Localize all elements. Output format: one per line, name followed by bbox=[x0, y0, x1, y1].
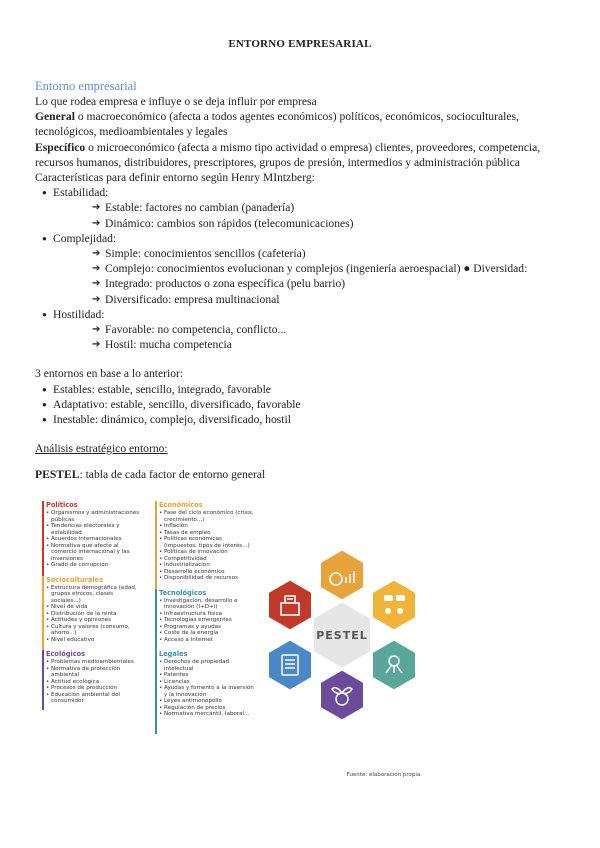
list-item: ➔ Estable: factores no cambian (panadería) bbox=[105, 200, 565, 215]
list-item: • Programas y ayudas bbox=[164, 624, 255, 631]
list-item: ● Estables: estable, sencillo, integrado, favorable bbox=[53, 382, 565, 397]
general-paragraph bbox=[35, 109, 565, 139]
list-item: • Políticas de innovación bbox=[164, 549, 255, 556]
list-item bbox=[53, 231, 565, 307]
list-item: • Procesos de producción bbox=[51, 685, 142, 692]
list-item: ● Inestable: dinámico, complejo, diversificado, hostil bbox=[53, 412, 565, 427]
list-item bbox=[53, 185, 565, 231]
pestel-label: PESTEL bbox=[35, 468, 80, 482]
list-item: • Regulación de precios bbox=[164, 705, 255, 712]
sub-list bbox=[53, 322, 565, 352]
list-item: ➔ Complejo: conocimientos evolucionan y complejos (ingeniería aeroespacial) ● Diversidad: bbox=[105, 261, 565, 276]
list-item: • Patentes bbox=[164, 672, 255, 679]
list-item: • Competitividad bbox=[164, 556, 255, 563]
list-item: ➔ Integrado: productos o zona específica (pelu barrio) bbox=[105, 276, 565, 291]
category-list bbox=[46, 659, 142, 705]
pestel-paragraph bbox=[35, 467, 565, 482]
category-politicos bbox=[42, 501, 142, 569]
pestel-text: : tabla de cada factor de entorno general bbox=[79, 468, 266, 482]
economicos-hexagon bbox=[320, 549, 365, 601]
caracteristicas-text: Características para definir entorno según Henry MIntzberg: bbox=[35, 171, 315, 185]
category-title: Políticos bbox=[46, 501, 78, 509]
list-item: • Políticas económicas (impuestos, tipos de interés...) bbox=[164, 536, 255, 549]
list-item: • Normativa mercantil, laboral... bbox=[164, 711, 255, 718]
tecnologicos-hexagon bbox=[372, 639, 417, 691]
hostilidad-label: Hostilidad: bbox=[53, 307, 105, 321]
category-list bbox=[46, 510, 142, 569]
pestel-figure bbox=[38, 497, 428, 782]
list-item: • Cultura y valores (consumo, ahorro...) bbox=[51, 624, 142, 637]
list-item: • Problemas medioambientales bbox=[51, 659, 142, 666]
list-item: ➔ Hostil: mucha competencia bbox=[105, 337, 565, 352]
list-item: ➔ Favorable: no competencia, conflicto... bbox=[105, 322, 565, 337]
legales-hexagon bbox=[268, 639, 313, 691]
list-item: • Acuerdos internacionales bbox=[51, 536, 142, 543]
category-socioculturales bbox=[42, 576, 142, 644]
category-title: Ecológicos bbox=[46, 650, 86, 658]
list-item: • Industrialización bbox=[164, 562, 255, 569]
category-title: Socioculturales bbox=[46, 575, 104, 584]
list-item: • Distribución de la renta bbox=[51, 611, 142, 618]
entornos-list bbox=[35, 382, 565, 428]
general-label: General bbox=[35, 110, 75, 124]
list-item: • Fase del ciclo económico (crisis, crecimiento...) bbox=[164, 510, 255, 523]
list-item bbox=[53, 307, 565, 353]
complejidad-label: Complejidad: bbox=[53, 231, 117, 245]
pestel-hexagon-graphic bbox=[256, 549, 428, 721]
politicos-hexagon bbox=[268, 579, 313, 631]
list-item: • Acceso a Internet bbox=[164, 637, 255, 644]
category-tecnologicos bbox=[155, 589, 255, 644]
pestel-column-left bbox=[42, 501, 142, 712]
list-item: • Tecnologías emergentes bbox=[164, 617, 255, 624]
list-item: • Normativa que afecte al comercio internacional y las inversiones bbox=[51, 543, 142, 563]
list-item: • Actitud ecológica bbox=[51, 679, 142, 686]
list-item: • Normativa de protección ambiental bbox=[51, 666, 142, 679]
list-item: • Investigación, desarrollo e innovación (I+D+i) bbox=[164, 598, 255, 611]
category-legales bbox=[155, 650, 255, 718]
document-title: ENTORNO EMPRESARIAL bbox=[228, 38, 372, 50]
category-list bbox=[159, 659, 255, 718]
intro-text: Lo que rodea empresa e influye o se deja influir por empresa bbox=[35, 95, 317, 108]
category-title: Tecnológicos bbox=[159, 588, 207, 597]
category-title: Económicos bbox=[159, 501, 203, 509]
list-item: ➔ Dinámico: cambios son rápidos (telecomunicaciones) bbox=[105, 216, 565, 231]
category-list bbox=[159, 598, 255, 644]
list-item: • Infraestructura física bbox=[164, 611, 255, 618]
list-item: ➔ Simple: conocimientos sencillos (cafetería) bbox=[105, 246, 565, 261]
ecologicos-hexagon bbox=[320, 669, 365, 721]
list-item: • Desarrollo económico bbox=[164, 569, 255, 576]
socioculturales-hexagon bbox=[372, 579, 417, 631]
category-list bbox=[159, 510, 255, 582]
category-title: Legales bbox=[159, 650, 188, 658]
section-heading: Entorno empresarial bbox=[35, 79, 137, 93]
list-item: • Tasas de empleo bbox=[164, 530, 255, 537]
especifico-paragraph bbox=[35, 140, 565, 170]
category-ecologicos bbox=[42, 650, 142, 705]
general-text: o macroeconómico (afecta a todos agentes económicos) políticos, económicos, socioculturales, tecnológicos, medioambientales y legales bbox=[35, 110, 519, 139]
category-list bbox=[46, 585, 142, 644]
list-item: • Coste de la energía bbox=[164, 630, 255, 637]
sub-list bbox=[53, 246, 565, 307]
pestel-center-label: PESTEL bbox=[316, 629, 368, 642]
figure-source: Fuente: elaboración propia. bbox=[346, 772, 422, 778]
list-item: • Licencias bbox=[164, 679, 255, 686]
list-item: • Inflación bbox=[164, 523, 255, 530]
estabilidad-label: Estabilidad: bbox=[53, 186, 109, 200]
list-item: • Derechos de propiedad intelectual bbox=[164, 659, 255, 672]
caracteristicas-list bbox=[35, 185, 565, 352]
list-item: ● Adaptativo: estable, sencillo, diversificado, favorable bbox=[53, 397, 565, 412]
sub-list bbox=[53, 200, 565, 230]
list-item: • Grado de corrupción bbox=[51, 562, 142, 569]
list-item: • Educación ambiental del consumidor bbox=[51, 692, 142, 705]
list-item: • Leyes antimonopolio bbox=[164, 698, 255, 705]
especifico-text: o microeconómico (afecta a mismo tipo actividad o empresa) clientes, proveedores, competencia, recursos humanos, distribuidores, prescriptores, grupos de presión, intermedios y administración pública bbox=[35, 140, 541, 169]
especifico-label: Específico bbox=[35, 140, 86, 154]
list-item: • Estructura demográfica (edad, grupos étnicos, clases sociales...) bbox=[51, 585, 142, 605]
tres-entornos-text: 3 entornos en base a lo anterior: bbox=[35, 367, 184, 381]
list-item: • Organismos y administraciones públicas bbox=[51, 510, 142, 523]
category-economicos bbox=[155, 501, 255, 582]
pestel-column-middle bbox=[155, 501, 255, 725]
list-item: • Nivel educativo bbox=[51, 637, 142, 644]
document-body bbox=[35, 78, 565, 483]
list-item: • Ayudas y fomento a la inversión y la innovación bbox=[164, 685, 255, 698]
list-item: ➔ Diversificado: empresa multinacional bbox=[105, 292, 565, 307]
list-item: • Disponibilidad de recursos bbox=[164, 575, 255, 582]
list-item: • Nivel de vida bbox=[51, 604, 142, 611]
analisis-heading: Análisis estratégico entorno: bbox=[35, 442, 168, 456]
list-item: • Tendencias electorales y estabilidad bbox=[51, 523, 142, 536]
list-item: • Actitudes y opiniones bbox=[51, 617, 142, 624]
